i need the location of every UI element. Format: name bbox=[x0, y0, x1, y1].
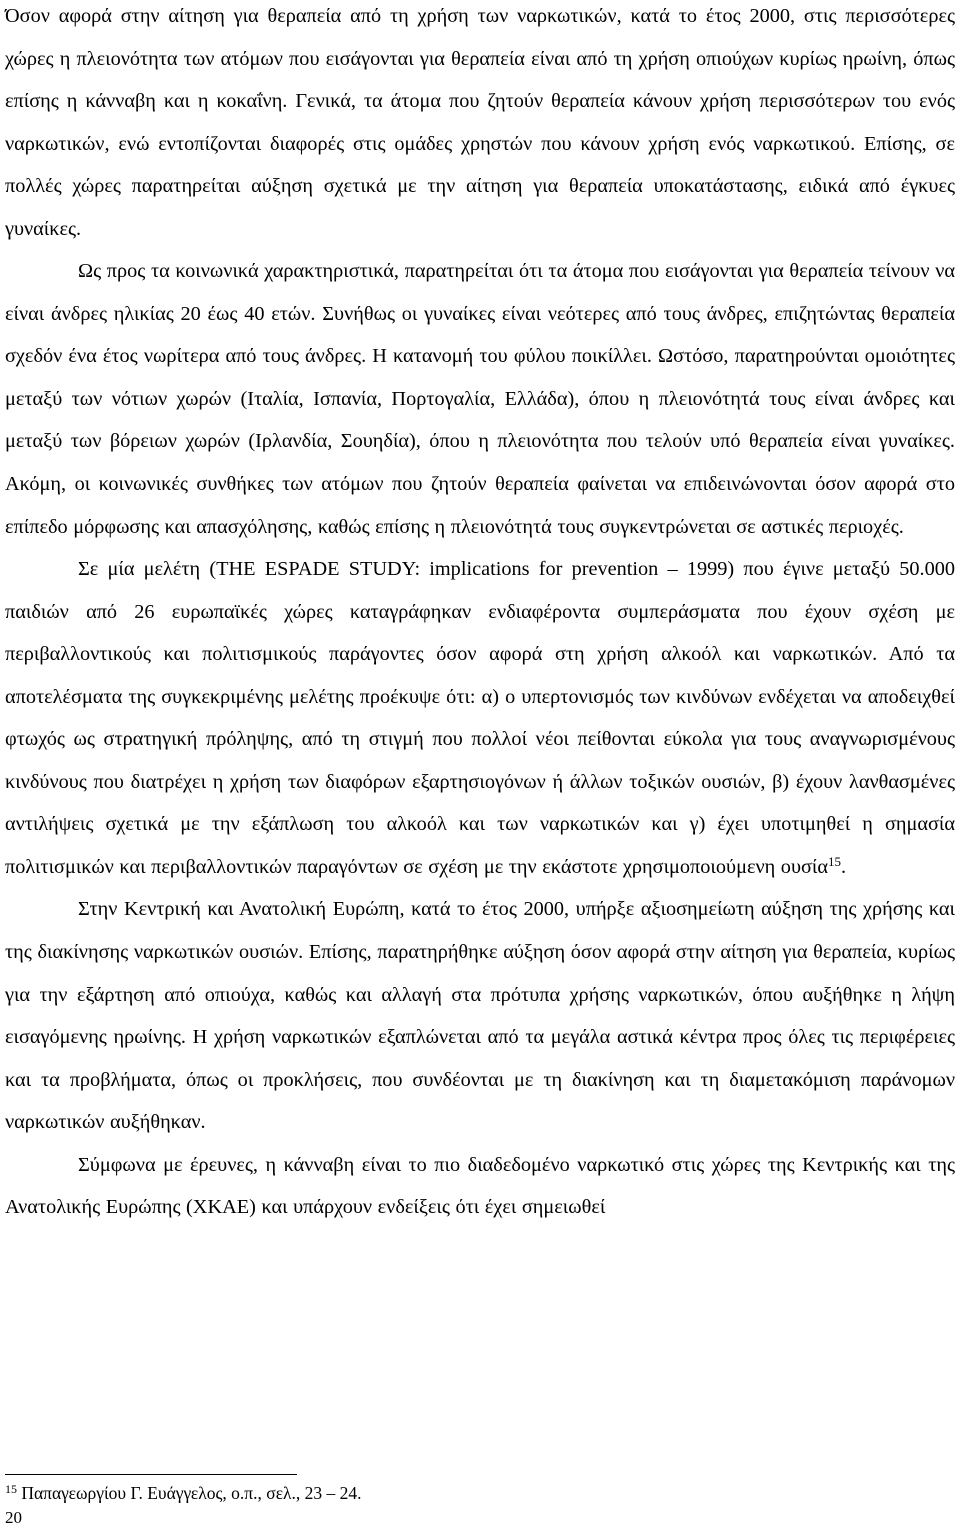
paragraph-3-tail: . bbox=[841, 855, 847, 878]
footnote-separator bbox=[5, 1474, 297, 1475]
body-text bbox=[5, 0, 955, 1229]
footnote-reference[interactable]: 15 bbox=[828, 853, 842, 869]
paragraph-3 bbox=[5, 548, 955, 888]
footnote-number: 15 bbox=[5, 1482, 17, 1496]
footnote-text: Παπαγεωργίου Γ. Ευάγγελος, ο.π., σελ., 23 – 24. bbox=[21, 1483, 362, 1503]
page-number: 20 bbox=[5, 1508, 22, 1527]
paragraph-5: Σύμφωνα με έρευνες, η κάνναβη είναι το πιο διαδεδομένο ναρκωτικό στις χώρες της Κεντρικής και της Ανατολικής Ευρώπης (ΧΚΑΕ) και υπάρχουν ενδείξεις ότι έχει σημειωθεί bbox=[5, 1153, 955, 1219]
paragraph-4: Στην Κεντρική και Ανατολική Ευρώπη, κατά το έτος 2000, υπήρξε αξιοσημείωτη αύξηση της χρήσης και της διακίνησης ναρκωτικών ουσιών. Επίσης, παρατηρήθηκε αύξηση όσον αφορά στην αίτηση για θεραπεία, κυρίως για την εξάρτηση από οπιούχα, καθώς και αλλαγή στα πρότυπα χρήσης ναρκωτικών, όπου αυξήθηκε η λήψη εισαγόμενης ηρωίνης. Η χρήση ναρκωτικών εξαπλώνεται από τα μεγάλα αστικά κέντρα προς όλες τις περιφέρειες και τα προβλήματα, όπως οι προκλήσεις, που συνδέονται με τη διακίνηση και τη διαμετακόμιση παράνομων ναρκωτικών αυξήθηκαν. bbox=[5, 898, 955, 1134]
paragraph-1: Όσον αφορά στην αίτηση για θεραπεία από τη χρήση των ναρκωτικών, κατά το έτος 2000, στις περισσότερες χώρες η πλειονότητα των ατόμων που εισάγονται για θεραπεία είναι από τη χρήση οπιούχων κυρίως ηρωίνη, όπως επίσης η κάνναβη και η κοκαΐνη. Γενικά, τα άτομα που ζητούν θεραπεία κάνουν χρήση περισσότερων του ενός ναρκωτικών, ενώ εντοπίζονται διαφορές στις ομάδες χρηστών που κάνουν χρήση ενός ναρκωτικού. Επίσης, σε πολλές χώρες παρατηρείται αύξηση σχετικά με την αίτηση για θεραπεία υποκατάστασης, ειδικά από έγκυες γυναίκες. bbox=[5, 5, 955, 240]
paragraph-3-text: Σε μία μελέτη (THE ESPADE STUDY: implications for prevention – 1999) που έγινε μεταξύ 50.000 παιδιών από 26 ευρωπαϊκές χώρες καταγράφηκαν ενδιαφέροντα συμπεράσματα που έχουν σχέση με περιβαλλοντικούς και πολιτισμικούς παράγοντες όσον αφορά στη χρήση αλκοόλ και ναρκωτικών. Από τα αποτελέσματα της συγκεκριμένης μελέτης προέκυψε ότι: α) ο υπερτονισμός των κινδύνων ενδέχεται να αποδειχθεί φτωχός ως στρατηγική πρόληψης, από τη στιγμή που πολλοί νέοι πείθονται εύκολα για τους αναγνωρισμένους κινδύνους που διατρέχει η χρήση των διαφόρων εξαρτησιογόνων ή άλλων τοξικών ουσιών, β) έχουν λανθασμένες αντιλήψεις σχετικά με την εξάπλωση του αλκοόλ και των ναρκωτικών και γ) έχει υποτιμηθεί η σημασία πολιτισμικών και περιβαλλοντικών παραγόντων σε σχέση με την εκάστοτε χρησιμοποιούμενη ουσία bbox=[5, 558, 955, 878]
footnote bbox=[5, 1482, 362, 1504]
paragraph-2: Ως προς τα κοινωνικά χαρακτηριστικά, παρατηρείται ότι τα άτομα που εισάγονται για θεραπεία τείνουν να είναι άνδρες ηλικίας 20 έως 40 ετών. Συνήθως οι γυναίκες είναι νεότερες από τους άνδρες, επιζητώντας θεραπεία σχεδόν ένα έτος νωρίτερα από τους άνδρες. Η κατανομή του φύλου ποικίλλει. Ωστόσο, παρατηρούνται ομοιότητες μεταξύ των νότιων χωρών (Ιταλία, Ισπανία, Πορτογαλία, Ελλάδα), όπου η πλειονότητά τους είναι άνδρες και μεταξύ των βόρειων χωρών (Ιρλανδία, Σουηδία), όπου η πλειονότητα που τελούν υπό θεραπεία είναι γυναίκες. Ακόμη, οι κοινωνικές συνθήκες των ατόμων που ζητούν θεραπεία φαίνεται να επιδεινώνονται όσον αφορά στο επίπεδο μόρφωσης και απασχόλησης, καθώς επίσης η πλειονότητά τους συγκεντρώνεται σε αστικές περιοχές. bbox=[5, 260, 955, 538]
